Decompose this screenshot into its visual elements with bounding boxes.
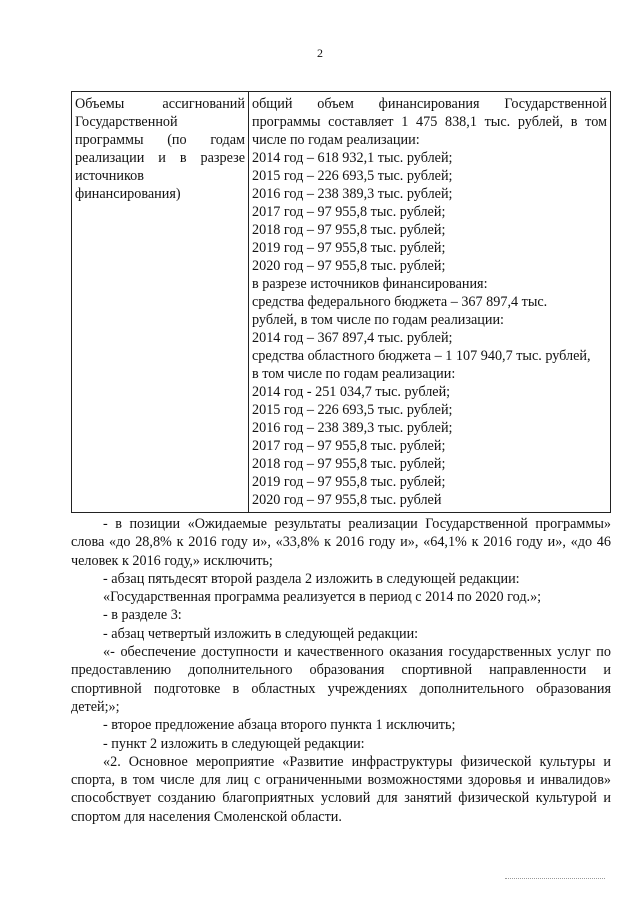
funding-line: 2017 год – 97 955,8 тыс. рублей; xyxy=(252,438,446,454)
funding-line: рублей, в том числе по годам реализации: xyxy=(252,312,504,328)
funding-line: в том числе по годам реализации: xyxy=(252,366,456,382)
left-header-line: источников xyxy=(75,168,144,184)
left-header-line: финансирования) xyxy=(75,186,181,202)
left-header-line: реализации и в разрезе xyxy=(75,150,245,166)
table-row xyxy=(72,92,611,513)
amendments-text xyxy=(71,515,611,826)
funding-table xyxy=(71,91,611,513)
funding-line: 2015 год – 226 693,5 тыс. рублей; xyxy=(252,402,453,418)
left-header-line: Государственной xyxy=(75,114,178,130)
table-right-cell xyxy=(249,92,611,513)
left-header-line: программы (по годам xyxy=(75,132,245,148)
paragraph: - второе предложение абзаца второго пункта 1 исключить; xyxy=(103,717,456,734)
paragraph: - в позиции «Ожидаемые результаты реализации Государственной программы» слова «до 28,8% к 2016 году и», «33,8% к 2016 году и», «64,1% к 2016 году и», «до 46 человек к 2016 году,» исключить; xyxy=(71,516,611,569)
funding-line: 2020 год – 97 955,8 тыс. рублей xyxy=(252,492,442,508)
funding-line: 2018 год – 97 955,8 тыс. рублей; xyxy=(252,222,446,238)
left-header-line: Объемы ассигнований xyxy=(75,96,245,112)
funding-line: 2018 год – 97 955,8 тыс. рублей; xyxy=(252,456,446,472)
funding-line: 2020 год – 97 955,8 тыс. рублей; xyxy=(252,258,446,274)
funding-line: средства федерального бюджета – 367 897,4 тыс. xyxy=(252,294,548,310)
paragraph: «2. Основное мероприятие «Развитие инфраструктуры физической культуры и спорта, в том числе для лиц с ограниченными возможностями здоровья и инвалидов» способствует созданию благоприятных условий для занятий физической культурой и спортом для населения Смоленской области. xyxy=(71,753,611,825)
funding-line: 2017 год – 97 955,8 тыс. рублей; xyxy=(252,204,446,220)
funding-line: 2019 год – 97 955,8 тыс. рублей; xyxy=(252,474,446,490)
funding-line: программы составляет 1 475 838,1 тыс. рублей, в том xyxy=(252,114,607,130)
paragraph: - в разделе 3: xyxy=(103,607,182,624)
footer-divider xyxy=(505,878,605,879)
funding-line: 2016 год – 238 389,3 тыс. рублей; xyxy=(252,186,453,202)
funding-line: общий объем финансирования Государственной xyxy=(252,96,607,112)
funding-line: числе по годам реализации: xyxy=(252,132,420,148)
paragraph: - абзац пятьдесят второй раздела 2 изложить в следующей редакции: xyxy=(103,570,520,587)
page-number: 2 xyxy=(317,46,323,60)
funding-line: 2019 год – 97 955,8 тыс. рублей; xyxy=(252,240,446,256)
paragraph: - пункт 2 изложить в следующей редакции: xyxy=(103,735,365,752)
funding-line: 2014 год – 618 932,1 тыс. рублей; xyxy=(252,150,453,166)
funding-line: 2014 год - 251 034,7 тыс. рублей; xyxy=(252,384,451,400)
funding-line: средства областного бюджета – 1 107 940,7 тыс. рублей, xyxy=(252,348,591,364)
paragraph: «- обеспечение доступности и качественного оказания государственных услуг по предоставлению дополнительного образования спортивной направленности и спортивной подготовке в областных учреждениях дополнительного образования детей;»; xyxy=(71,644,611,715)
funding-line: 2014 год – 367 897,4 тыс. рублей; xyxy=(252,330,453,346)
funding-line: 2016 год – 238 389,3 тыс. рублей; xyxy=(252,420,453,436)
paragraph: - абзац четвертый изложить в следующей редакции: xyxy=(103,625,419,642)
paragraph: «Государственная программа реализуется в период с 2014 по 2020 год.»; xyxy=(103,589,542,606)
funding-line: 2015 год – 226 693,5 тыс. рублей; xyxy=(252,168,453,184)
funding-line: в разрезе источников финансирования: xyxy=(252,276,488,292)
table-left-cell xyxy=(72,92,249,513)
